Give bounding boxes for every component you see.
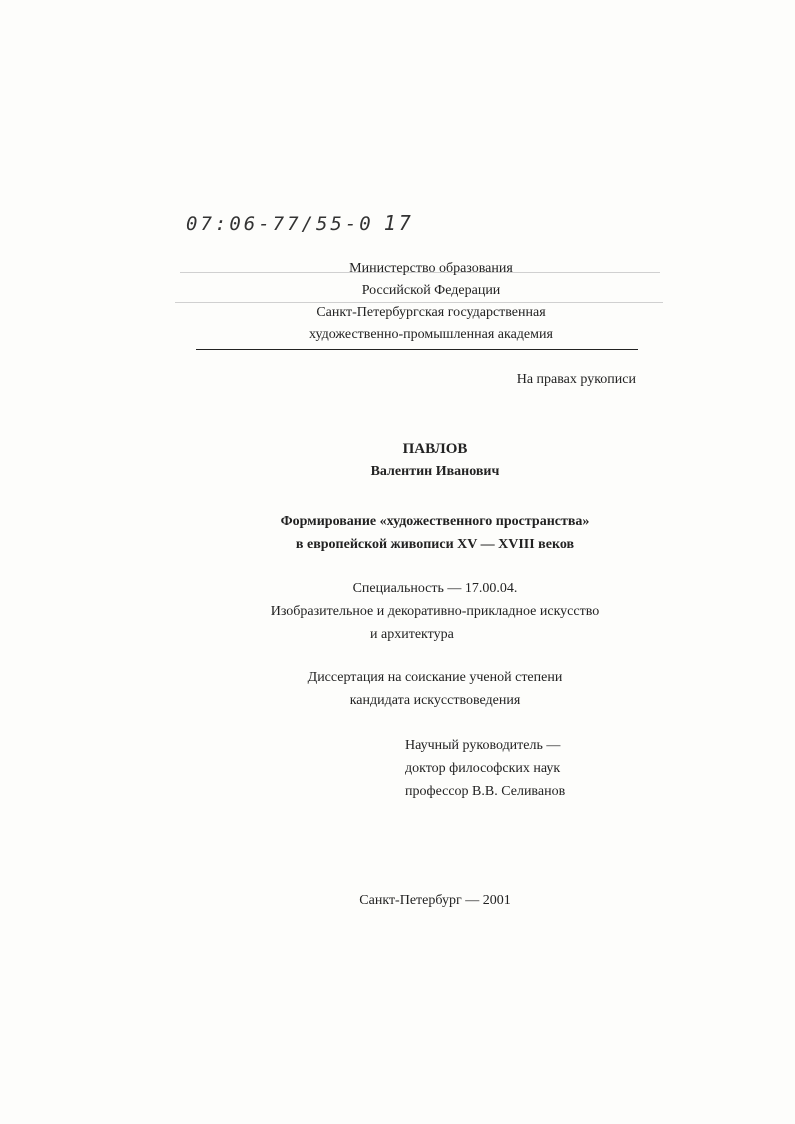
degree-line: Диссертация на соискание ученой степени [307, 670, 563, 685]
specialty-block [170, 577, 700, 646]
institution-line: Санкт-Петербургская государственная [316, 305, 546, 320]
title-line: в европейской живописи XV — XVIII веков [295, 537, 575, 552]
title-line: Формирование «художественного пространства» [280, 514, 590, 529]
catalog-code: 07:06-77/55-0 [186, 213, 374, 235]
institution-line: Российской Федерации [361, 283, 501, 298]
dissertation-title [170, 510, 700, 556]
author-surname: ПАВЛОВ [402, 441, 468, 457]
degree-block [170, 666, 700, 712]
specialty-code: Специальность — 17.00.04. [352, 581, 518, 596]
institution-block [196, 258, 666, 346]
advisor-block [405, 734, 645, 803]
city-year: Санкт-Петербург — 2001 [359, 893, 511, 908]
catalog-suffix: 17 [383, 211, 414, 235]
author-names: Валентин Иванович [370, 464, 500, 479]
specialty-name-cont: и архитектура [370, 627, 454, 642]
header-divider [196, 349, 638, 350]
advisor-degree: доктор философских наук [405, 761, 561, 776]
institution-line: художественно-промышленная академия [309, 327, 553, 342]
advisor-name: профессор В.В. Селиванов [405, 784, 566, 799]
specialty-name: Изобразительное и декоративно-прикладное искусство [270, 604, 600, 619]
handwritten-catalog-number [186, 211, 414, 235]
institution-line: Министерство образования [349, 261, 513, 276]
rights-note: На правах рукописи [516, 372, 636, 387]
advisor-role: Научный руководитель — [405, 738, 561, 753]
degree-line: кандидата искусствоведения [349, 693, 521, 708]
